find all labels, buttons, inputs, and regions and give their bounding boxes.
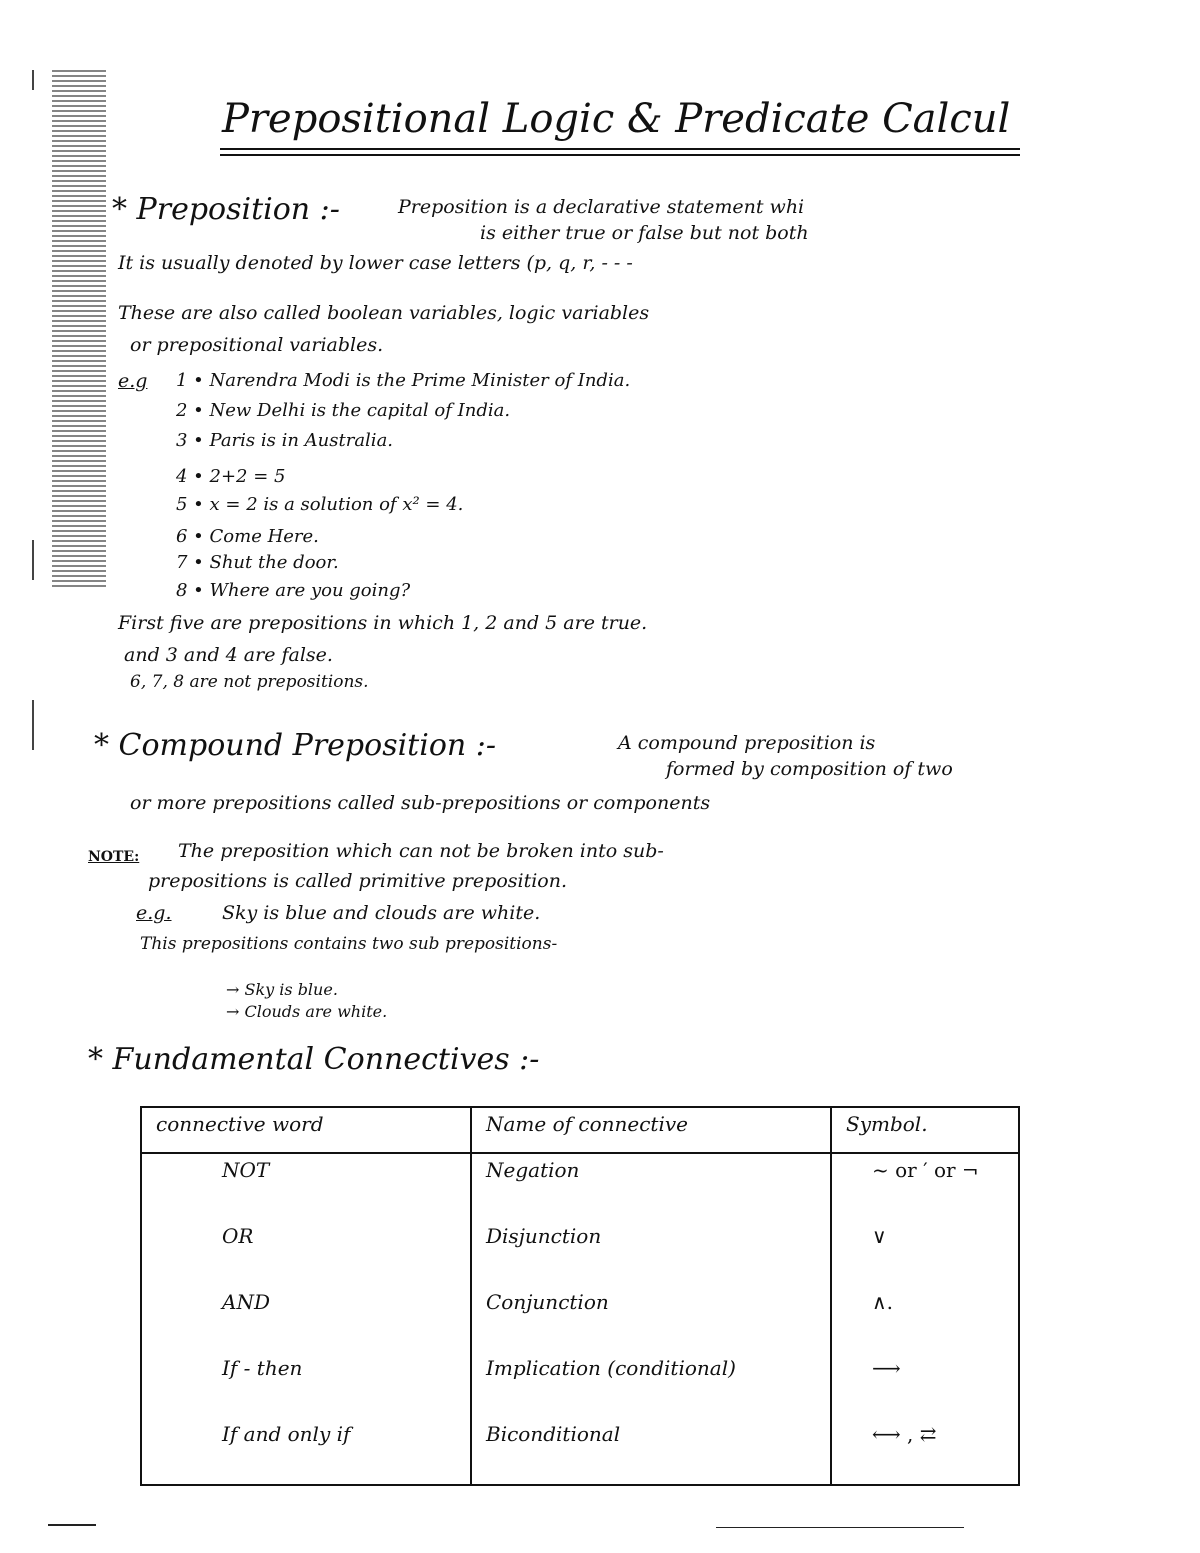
compound-heading: * Compound Preposition :-	[94, 728, 496, 763]
table-row	[141, 1220, 1019, 1286]
connective-name: Biconditional	[471, 1418, 831, 1485]
note-label: NOTE:	[88, 849, 140, 865]
title-underline	[220, 148, 1020, 150]
connective-word: AND	[141, 1286, 471, 1352]
margin-mark	[32, 70, 34, 90]
example-item: 3 • Paris is in Australia.	[176, 430, 394, 451]
compound-definition-line: or more prepositions called sub-prepositions or components	[130, 792, 711, 814]
compound-example-line: → Sky is blue.	[226, 980, 338, 999]
proposition-heading: * Preposition :-	[112, 192, 340, 227]
table-row	[141, 1286, 1019, 1352]
note-line: The preposition which can not be broken into sub-	[178, 840, 664, 862]
connective-word: NOT	[141, 1153, 471, 1220]
table-row	[141, 1418, 1019, 1485]
summary-line: First five are prepositions in which 1, 2 and 5 are true.	[118, 612, 648, 634]
note-line: prepositions is called primitive preposition.	[148, 870, 568, 892]
connective-word: If and only if	[141, 1418, 471, 1485]
title-underline	[220, 154, 1020, 156]
compound-example-line: → Clouds are white.	[226, 1002, 388, 1021]
margin-mark	[32, 540, 34, 580]
connective-name: Disjunction	[471, 1220, 831, 1286]
example-item: 6 • Come Here.	[176, 526, 319, 547]
proposition-body-line: It is usually denoted by lower case letters (p, q, r, - - -	[118, 252, 633, 274]
example-item: 1 • Narendra Modi is the Prime Minister of India.	[176, 370, 631, 391]
compound-example-line: This prepositions contains two sub prepositions-	[140, 934, 558, 954]
proposition-body-line: These are also called boolean variables, logic variables	[118, 302, 650, 324]
compound-definition-line: formed by composition of two	[666, 758, 953, 780]
compound-example-label: e.g.	[136, 902, 172, 924]
connective-word: OR	[141, 1220, 471, 1286]
proposition-body-line: or prepositional variables.	[130, 334, 384, 356]
column-header-name: Name of connective	[471, 1107, 831, 1153]
compound-definition-line: A compound preposition is	[618, 732, 876, 754]
example-item: 8 • Where are you going?	[176, 580, 411, 601]
connective-symbol: ⟷ , ⇄	[831, 1418, 1019, 1485]
connective-word: If - then	[141, 1352, 471, 1418]
footer-mark	[48, 1524, 96, 1526]
proposition-definition-line: is either true or false but not both	[480, 222, 809, 244]
example-item: 5 • x = 2 is a solution of x² = 4.	[176, 494, 464, 515]
connective-symbol: ~ or ′ or ¬	[831, 1153, 1019, 1220]
column-header-word: connective word	[141, 1107, 471, 1153]
connective-name: Implication (conditional)	[471, 1352, 831, 1418]
example-label: e.g	[118, 370, 148, 392]
scan-binding-edge	[52, 70, 106, 590]
page-title: Prepositional Logic & Predicate Calcul	[222, 96, 1011, 142]
footer-mark	[716, 1527, 964, 1528]
example-item: 7 • Shut the door.	[176, 552, 339, 573]
margin-mark	[32, 700, 34, 750]
fundamental-heading: * Fundamental Connectives :-	[88, 1042, 540, 1077]
connective-name: Negation	[471, 1153, 831, 1220]
example-item: 4 • 2+2 = 5	[176, 466, 286, 487]
connectives-table	[140, 1106, 1020, 1486]
table-row	[141, 1352, 1019, 1418]
proposition-definition-line: Preposition is a declarative statement whi	[398, 196, 805, 218]
connective-symbol: ∧.	[831, 1286, 1019, 1352]
table-row	[141, 1153, 1019, 1220]
summary-line: 6, 7, 8 are not prepositions.	[130, 672, 369, 692]
connective-symbol: ∨	[831, 1220, 1019, 1286]
connective-name: Conjunction	[471, 1286, 831, 1352]
example-item: 2 • New Delhi is the capital of India.	[176, 400, 511, 421]
summary-line: and 3 and 4 are false.	[124, 644, 333, 666]
table-header-row	[141, 1107, 1019, 1153]
compound-example-line: Sky is blue and clouds are white.	[222, 902, 541, 924]
column-header-symbol: Symbol.	[831, 1107, 1019, 1153]
connective-symbol: ⟶	[831, 1352, 1019, 1418]
